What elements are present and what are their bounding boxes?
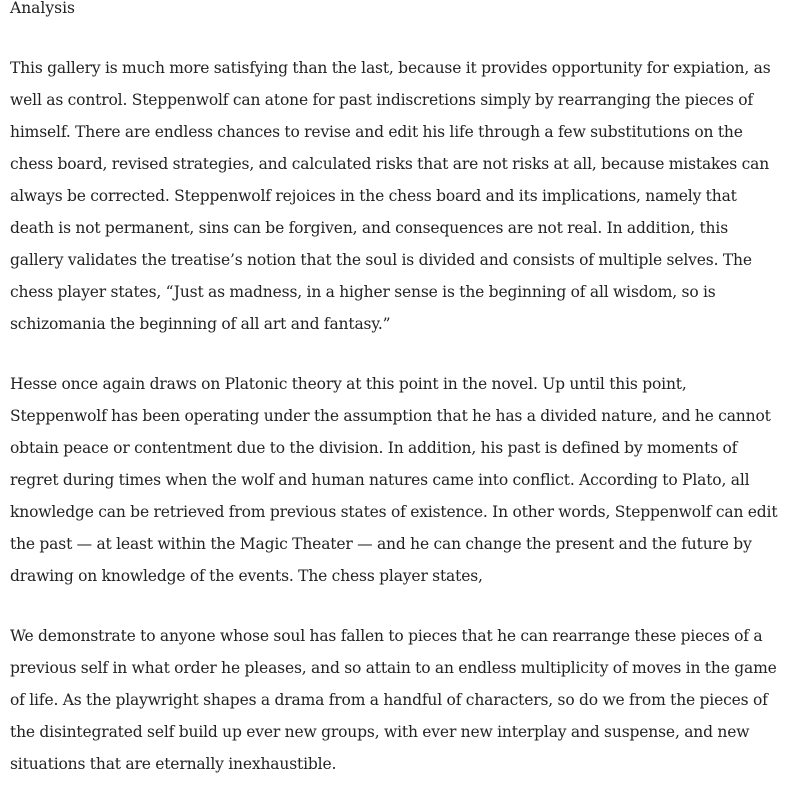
spacer [10,340,778,368]
spacer [10,20,778,52]
quotation-paragraph: We demonstrate to anyone whose soul has fallen to pieces that he can rearrange these pieces of a previous self in what order he pleases, and so attain to an endless multiplicity of moves in the game of life. As the playwright shapes a drama from a handful of characters, so do we from the pieces of the disintegrated self build up ever new groups, with ever new interplay and suspense, and new situations that are eternally inexhaustible. [10,627,777,773]
section-heading: Analysis [10,0,75,17]
spacer [10,592,778,620]
analysis-paragraph-1: This gallery is much more satisfying than the last, because it provides opportunity for expiation, as well as control. Steppenwolf can atone for past indiscretions simply by rearranging the pieces of himself. There are endless chances to revise and edit his life through a few substitutions on the chess board, revised strategies, and calculated risks that are not risks at all, because mistakes can always be corrected. Steppenwolf rejoices in the chess board and its implications, namely that death is not permanent, sins can be forgiven, and consequences are not real. In addition, this gallery validates the treatise’s notion that the soul is divided and consists of multiple selves. The chess player states, “Just as madness, in a higher sense is the beginning of all wisdom, so is schizomania the beginning of all art and fantasy.” [10,59,771,333]
analysis-paragraph-2: Hesse once again draws on Platonic theory at this point in the novel. Up until this point, Steppenwolf has been operating under the assumption that he has a divided nature, and he cannot obtain peace or contentment due to the division. In addition, his past is defined by moments of regret during times when the wolf and human natures came into conflict. According to Plato, all knowledge can be retrieved from previous states of existence. In other words, Steppenwolf can edit the past — at least within the Magic Theater — and he can change the present and the future by drawing on knowledge of the events. The chess player states, [10,375,778,585]
